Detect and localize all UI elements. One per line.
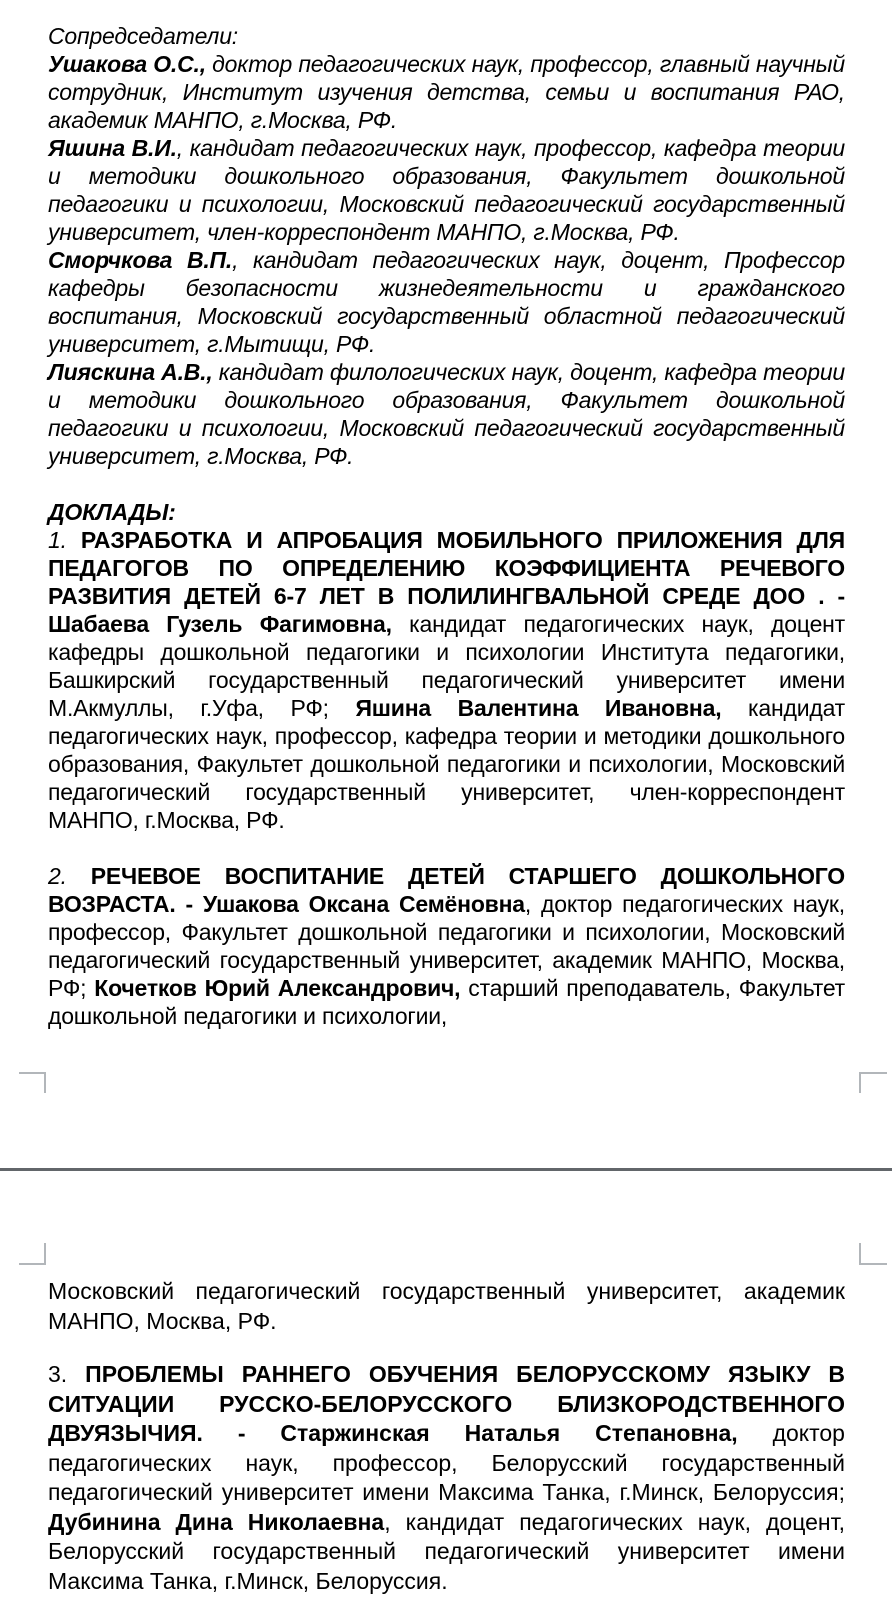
cochair-name: Сморчкова В.П.	[48, 247, 233, 273]
page-1-text-area	[48, 22, 845, 1030]
speaker-affiliation: кандидат педагогических наук, доцент кафедры дошкольной педагогики и психологии Института педагогики, Башкирский государственный педагогический университет имени М.Акмуллы, г.Уфа, РФ;	[48, 611, 846, 721]
report-title: ПРОБЛЕМЫ РАННЕГО ОБУЧЕНИЯ БЕЛОРУССКОМУ ЯЗЫКУ В СИТУАЦИИ РУССКО-БЕЛОРУССКОГО БЛИЗКОРОДСТВЕННОГО ДВУЯЗЫЧИЯ. -	[48, 1361, 845, 1446]
text-boundary-mark-page1-bottom-left-icon	[19, 1072, 46, 1093]
speaker-name: Яшина Валентина Ивановна,	[355, 695, 722, 721]
report-item-3	[48, 1360, 845, 1596]
cochair-entry	[48, 358, 845, 470]
reports-heading	[48, 498, 845, 526]
reports-heading-label: ДОКЛАДЫ:	[48, 499, 176, 525]
speaker-name: Старжинская Наталья Степановна,	[280, 1420, 738, 1446]
speaker-affiliation-continued: Московский педагогический государственный университет, академик МАНПО, Москва, РФ.	[48, 1278, 845, 1334]
cochairs-heading-label: Сопредседатели:	[48, 23, 238, 49]
cochair-affiliation: доктор педагогических наук, профессор, главный научный сотрудник, Институт изучения детства, семьи и воспитания РАО, академик МАНПО, г.Москва, РФ.	[48, 51, 845, 133]
cochair-name: Ушакова О.С.,	[48, 51, 206, 77]
speaker-name: Дубинина Дина Николаевна	[48, 1508, 385, 1535]
speaker-name: Шабаева Гузель Фагимовна,	[48, 611, 392, 637]
report-title: РЕЧЕВОЕ ВОСПИТАНИЕ ДЕТЕЙ СТАРШЕГО ДОШКОЛЬНОГО ВОЗРАСТА. -	[48, 863, 845, 917]
cochair-entry	[48, 50, 845, 134]
report-item-2	[48, 862, 845, 1030]
speaker-affiliation: доктор педагогических наук, профессор, Белорусский государственный педагогический университет имени Максима Танка, г.Минск, Белоруссия;	[48, 1420, 845, 1505]
report-title: РАЗРАБОТКА И АПРОБАЦИЯ МОБИЛЬНОГО ПРИЛОЖЕНИЯ ДЛЯ ПЕДАГОГОВ ПО ОПРЕДЕЛЕНИЮ КОЭФФИЦИЕНТА РЕЧЕВОГО РАЗВИТИЯ ДЕТЕЙ 6-7 ЛЕТ В ПОЛИЛИНГВАЛЬНОЙ СРЕДЕ ДОО . -	[48, 527, 845, 609]
page-separator-line	[0, 1168, 892, 1171]
report-number: 2.	[48, 863, 67, 889]
speaker-affiliation: кандидат педагогических наук, профессор, кафедра теории и методики дошкольного образования, Факультет дошкольной педагогики и психологии, Московский педагогический государственный университет, член-корреспондент МАНПО, г.Москва, РФ.	[48, 695, 845, 833]
speaker-name: Ушакова Оксана Семёновна	[202, 891, 525, 917]
text-boundary-mark-page2-top-left-icon	[19, 1243, 46, 1265]
speaker-affiliation: старший преподаватель, Факультет дошкольной педагогики и психологии,	[48, 975, 845, 1029]
cochair-name: Лияскина А.В.,	[48, 359, 213, 385]
speaker-name: Кочетков Юрий Александрович,	[94, 975, 461, 1001]
speaker-affiliation: , кандидат педагогических наук, доцент, Белорусский государственный педагогический университет имени Максима Танка, г.Минск, Белоруссия.	[48, 1508, 845, 1594]
cochair-entry	[48, 246, 845, 358]
report-2-continuation	[48, 1277, 845, 1336]
cochair-affiliation: кандидат филологических наук, доцент, кафедра теории и методики дошкольного образования, Факультет дошкольной педагогики и психологии, Московский педагогический государственный университет, г.Москва, РФ.	[48, 359, 845, 469]
text-boundary-mark-page2-top-right-icon	[859, 1243, 887, 1265]
speaker-affiliation: , доктор педагогических наук, профессор, Факультет дошкольной педагогики и психологии, Московский педагогический государственный университет, академик МАНПО, Москва, РФ;	[48, 891, 845, 1001]
report-number: 3.	[48, 1361, 68, 1387]
text-boundary-mark-page1-bottom-right-icon	[859, 1072, 887, 1093]
cochair-name: Яшина В.И.	[48, 135, 177, 161]
report-number: 1.	[48, 527, 67, 553]
cochair-entry	[48, 134, 845, 246]
page-2-text-area	[48, 1277, 845, 1596]
report-item-1	[48, 526, 845, 834]
cochairs-heading	[48, 22, 845, 50]
cochair-affiliation: , кандидат педагогических наук, профессор, кафедра теории и методики дошкольного образования, Факультет дошкольной педагогики и психологии, Московский педагогический государственный университет, член-корреспондент МАНПО, г.Москва, РФ.	[48, 135, 845, 245]
cochair-affiliation: , кандидат педагогических наук, доцент, Профессор кафедры безопасности жизнедеятельности и гражданского воспитания, Московский государственный областной педагогический университет, г.Мытищи, РФ.	[48, 247, 845, 357]
